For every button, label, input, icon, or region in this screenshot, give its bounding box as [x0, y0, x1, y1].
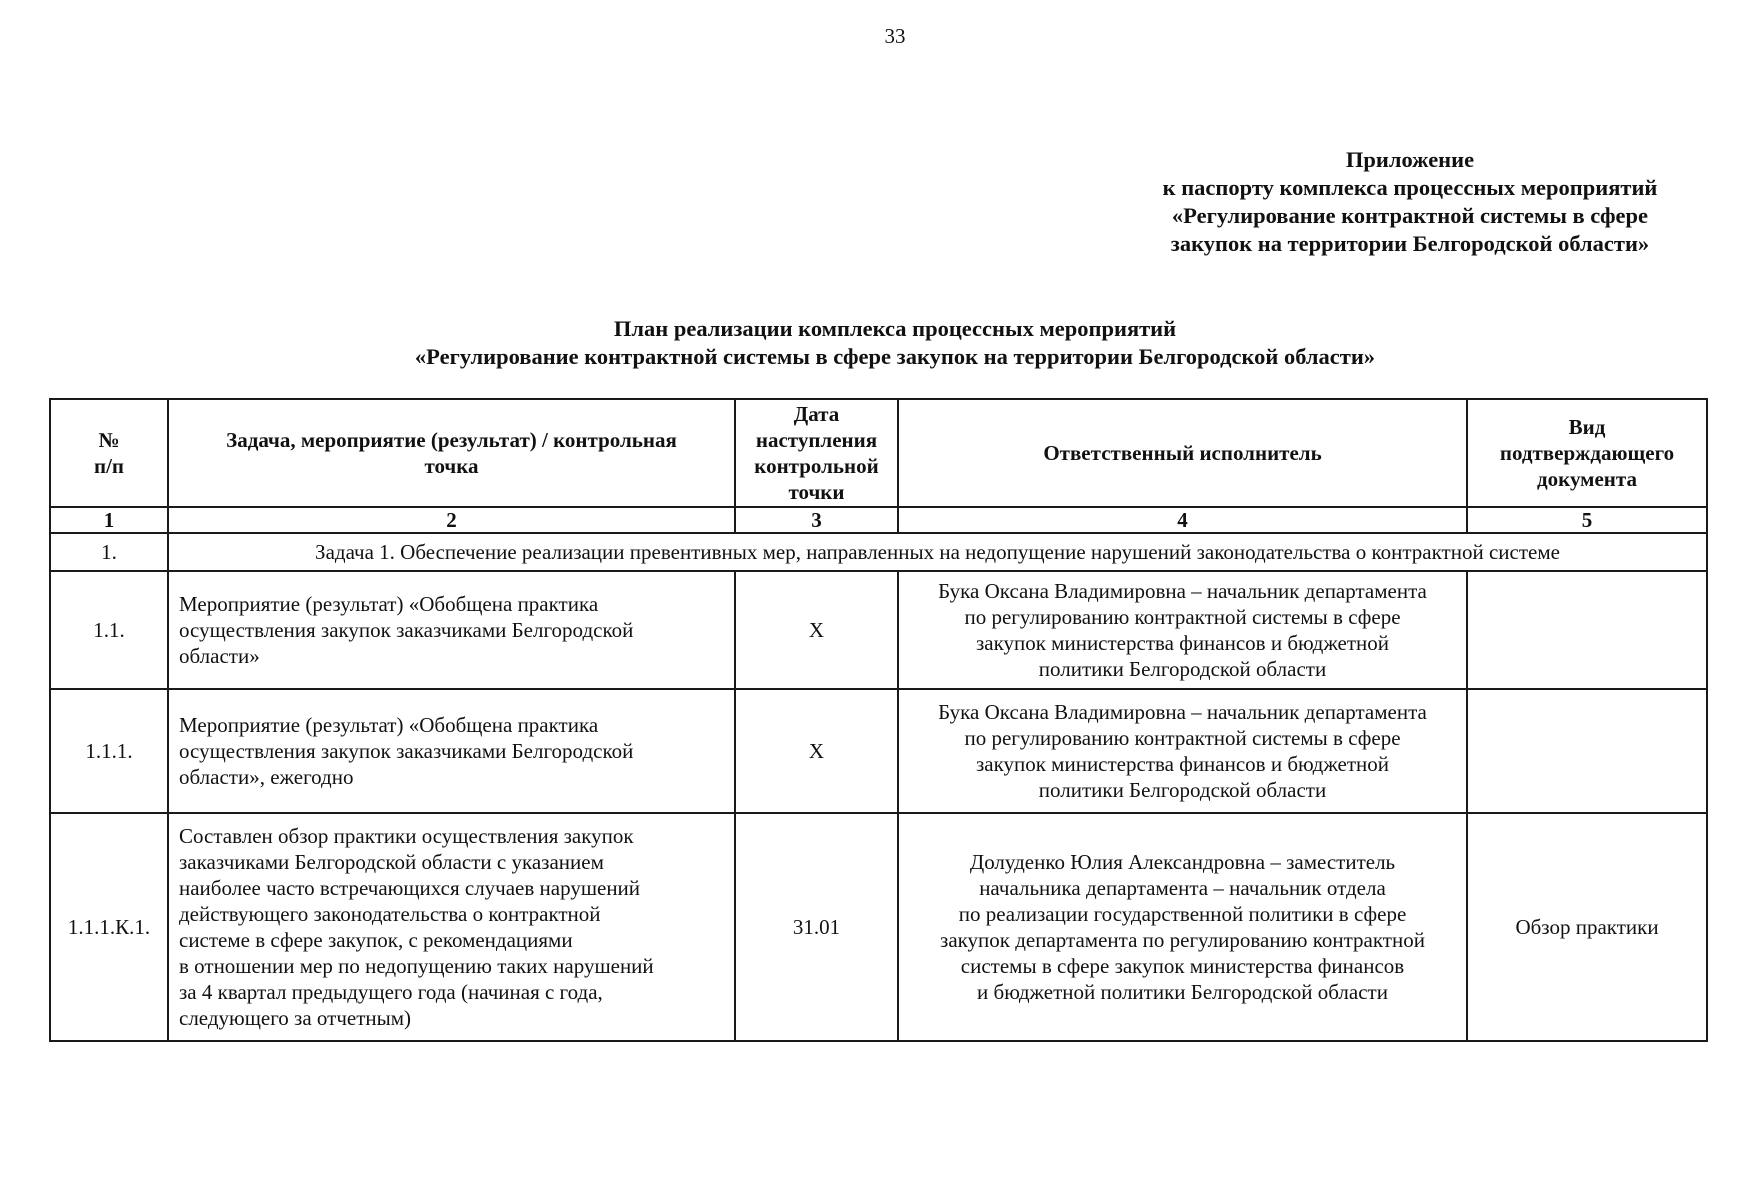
- header-text: подтверждающего: [1499, 441, 1675, 465]
- page-number: 33: [884, 24, 906, 48]
- header-text: документа: [1537, 467, 1637, 491]
- header-row: [50, 399, 1707, 507]
- header-date: [735, 399, 898, 507]
- plan-title-line: «Регулирование контрактной системы в сфере закупок на территории Белгородской области»: [414, 344, 1376, 369]
- row-task-line: системе в сфере закупок, с рекомендациями: [179, 928, 573, 952]
- column-number-row: [50, 507, 1707, 533]
- row-task: [168, 813, 735, 1041]
- header-task: [168, 399, 735, 507]
- row-executor-line: по регулированию контрактной системы в сфере: [964, 605, 1401, 629]
- column-number: 2: [168, 507, 735, 533]
- row-num: 1.1.: [50, 571, 168, 689]
- appendix-line: Приложение: [1345, 147, 1475, 172]
- header-text: точки: [788, 480, 845, 504]
- row-executor-line: политики Белгородской области: [1038, 657, 1327, 681]
- column-number: 4: [898, 507, 1467, 533]
- row-executor-line: политики Белгородской области: [1038, 778, 1327, 802]
- row-executor-line: начальника департамента – начальник отдела: [979, 876, 1386, 900]
- task-text: Задача 1. Обеспечение реализации превентивных мер, направленных на недопущение нарушений законодательства о контрактной системе: [168, 533, 1707, 571]
- header-text: контрольной: [754, 454, 879, 478]
- header-text: №: [98, 428, 120, 452]
- header-text: п/п: [93, 454, 125, 478]
- row-task-line: осуществления закупок заказчиками Белгородской: [179, 618, 634, 642]
- header-text: Дата: [793, 402, 840, 426]
- row-executor-line: Бука Оксана Владимировна – начальник департамента: [938, 700, 1427, 724]
- row-task-line: заказчиками Белгородской области с указанием: [179, 850, 604, 874]
- row-executor-line: закупок министерства финансов и бюджетной: [975, 631, 1390, 655]
- row-executor-line: системы в сфере закупок министерства финансов: [960, 954, 1405, 978]
- row-executor: [898, 689, 1467, 813]
- header-text: Вид: [1568, 415, 1606, 439]
- row-task: [168, 571, 735, 689]
- row-date: 31.01: [735, 813, 898, 1041]
- plan-table: [49, 398, 1708, 1042]
- row-task-line: наиболее часто встречающихся случаев нарушений: [179, 876, 641, 900]
- row-task-line: Составлен обзор практики осуществления закупок: [179, 824, 634, 848]
- row-task-line: области», ежегодно: [179, 765, 354, 789]
- row-task-line: следующего за отчетным): [179, 1006, 412, 1030]
- appendix-header: [1110, 146, 1710, 258]
- row-task-line: в отношении мер по недопущению таких нарушений: [179, 954, 654, 978]
- row-executor-line: закупок департамента по регулированию контрактной: [940, 928, 1425, 952]
- row-task: [168, 689, 735, 813]
- header-doc: [1467, 399, 1707, 507]
- appendix-line: к паспорту комплекса процессных мероприятий: [1162, 175, 1658, 200]
- column-number: 3: [735, 507, 898, 533]
- row-doc: [1467, 689, 1707, 813]
- task-row: [50, 533, 1707, 571]
- table-row: [50, 813, 1707, 1041]
- row-task-line: за 4 квартал предыдущего года (начиная с года,: [179, 980, 603, 1004]
- header-text: Задача, мероприятие (результат) / контрольная: [226, 428, 677, 452]
- row-executor: [898, 813, 1467, 1041]
- header-text: точка: [424, 454, 479, 478]
- column-number: 5: [1467, 507, 1707, 533]
- row-task-line: области»: [179, 644, 260, 668]
- plan-title-line: План реализации комплекса процессных мероприятий: [613, 316, 1177, 341]
- row-executor: [898, 571, 1467, 689]
- row-task-line: Мероприятие (результат) «Обобщена практика: [179, 713, 599, 737]
- row-date: Х: [735, 689, 898, 813]
- row-task-line: осуществления закупок заказчиками Белгородской: [179, 739, 634, 763]
- table-row: [50, 571, 1707, 689]
- row-num: 1.1.1.К.1.: [50, 813, 168, 1041]
- row-executor-line: Долуденко Юлия Александровна – заместитель: [969, 850, 1396, 874]
- row-executor-line: и бюджетной политики Белгородской области: [977, 980, 1388, 1004]
- row-date: Х: [735, 571, 898, 689]
- row-num: 1.1.1.: [50, 689, 168, 813]
- header-executor: [898, 399, 1467, 507]
- row-executor-line: закупок министерства финансов и бюджетной: [975, 752, 1390, 776]
- row-doc: Обзор практики: [1467, 813, 1707, 1041]
- header-text: Ответственный исполнитель: [1043, 441, 1322, 465]
- table-row: [50, 689, 1707, 813]
- task-num: 1.: [50, 533, 168, 571]
- row-executor-line: Бука Оксана Владимировна – начальник департамента: [938, 579, 1427, 603]
- row-doc: [1467, 571, 1707, 689]
- row-task-line: действующего законодательства о контрактной: [179, 902, 601, 926]
- header-num: [50, 399, 168, 507]
- appendix-line: закупок на территории Белгородской области»: [1170, 231, 1650, 256]
- plan-title: [0, 315, 1760, 371]
- row-executor-line: по регулированию контрактной системы в сфере: [964, 726, 1401, 750]
- header-text: наступления: [755, 428, 878, 452]
- row-executor-line: по реализации государственной политики в сфере: [958, 902, 1407, 926]
- column-number: 1: [50, 507, 168, 533]
- row-task-line: Мероприятие (результат) «Обобщена практика: [179, 592, 599, 616]
- appendix-line: «Регулирование контрактной системы в сфере: [1171, 203, 1649, 228]
